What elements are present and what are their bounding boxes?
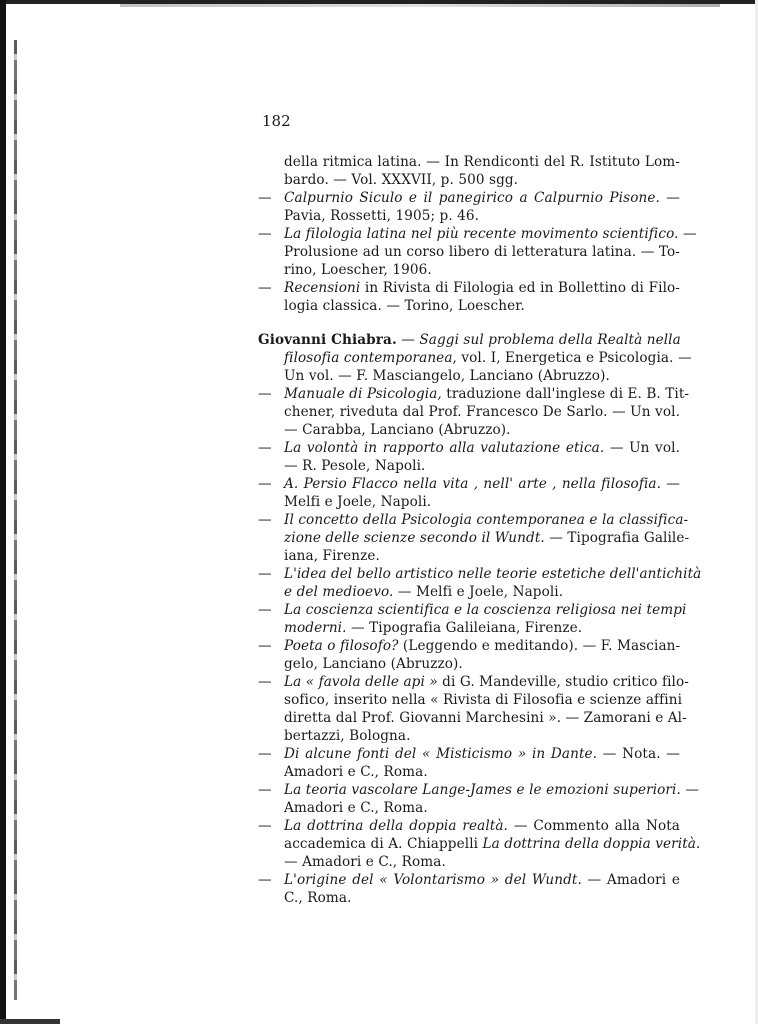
text-line	[284, 871, 680, 889]
title-italic: La dottrina della doppia realtà.	[284, 818, 508, 834]
title-italic: L'origine del « Volontarismo » del Wundt.	[284, 872, 582, 888]
text-segment: traduzione dall'inglese di E. B. Tit-	[441, 386, 690, 402]
text-line	[284, 403, 680, 421]
author-name: Giovanni Chiabra.	[258, 332, 397, 348]
text-line	[284, 439, 680, 457]
title-italic: moderni.	[284, 620, 347, 636]
text-segment: Pavia, Rossetti, 1905; p. 46.	[284, 208, 480, 224]
text-segment: Melfi e Joele, Napoli.	[284, 494, 432, 510]
title-italic: L'idea del bello artistico nelle teorie estetiche dell'antichità	[284, 566, 702, 582]
entry-dash: —	[258, 674, 272, 690]
entry-dash: —	[258, 476, 272, 492]
text-line	[284, 457, 680, 475]
text-segment: —	[396, 332, 420, 348]
text-segment: di G. Mandeville, studio critico filo-	[437, 674, 689, 690]
entry-dash: —	[258, 602, 272, 618]
text-line	[284, 547, 680, 565]
text-line	[284, 799, 680, 817]
text-line	[284, 153, 680, 171]
text-segment: gelo, Lanciano (Abruzzo).	[284, 656, 463, 672]
text-line	[284, 619, 680, 637]
text-segment: —	[678, 226, 697, 242]
text-segment: — Amadori e C., Roma.	[284, 854, 446, 870]
scan-edge-top-shadow	[120, 4, 720, 7]
title-italic: Il concetto della Psicologia contemporanea e la classifica-	[284, 512, 689, 528]
entry-dash: —	[258, 226, 272, 242]
entry-dash: —	[258, 512, 272, 528]
text-line	[284, 817, 680, 835]
text-line	[284, 189, 680, 207]
text-segment: , vol. I, Energetica e Psicologia. —	[452, 350, 692, 366]
title-italic: zione delle scienze secondo il Wundt.	[284, 530, 545, 546]
text-segment: — Carabba, Lanciano (Abruzzo).	[284, 422, 511, 438]
text-segment: iana, Firenze.	[284, 548, 380, 564]
text-segment: bertazzi, Bologna.	[284, 728, 411, 744]
text-line	[284, 261, 680, 279]
title-italic: filosofia contemporanea	[284, 350, 453, 366]
text-line	[284, 475, 680, 493]
text-line	[284, 511, 689, 529]
title-italic: La « favola delle api »	[284, 674, 438, 690]
text-segment: in Rivista di Filologia ed in Bollettino di Filo-	[360, 280, 680, 296]
entry-dash: —	[258, 190, 272, 206]
title-italic: Saggi sul problema della Realtà nella	[419, 332, 681, 348]
text-line	[284, 889, 680, 907]
text-segment: (Leggendo e meditando). — F. Mascian-	[398, 638, 681, 654]
entry-dash: —	[258, 638, 272, 654]
text-line	[284, 493, 680, 511]
text-segment: logia classica. — Torino, Loescher.	[284, 298, 525, 314]
text-segment: — Melfi e Joele, Napoli.	[393, 584, 564, 600]
entry-dash: —	[258, 818, 272, 834]
text-line	[284, 763, 680, 781]
scan-binding-shadow	[14, 40, 17, 1000]
text-segment: Un vol. — F. Masciangelo, Lanciano (Abruzzo).	[284, 368, 610, 384]
text-line	[284, 583, 680, 601]
title-italic: Di alcune fonti del « Misticismo » in Dante.	[284, 746, 598, 762]
text-line	[284, 655, 680, 673]
text-line	[284, 673, 689, 691]
text-line	[284, 367, 680, 385]
text-line	[284, 171, 680, 189]
text-segment: — Nota. —	[597, 746, 680, 762]
text-segment: — Commento alla Nota	[507, 818, 680, 834]
author-heading-line	[258, 331, 680, 349]
text-segment: accademica di A. Chiappelli	[284, 836, 483, 852]
title-italic: A. Persio Flacco nella vita , nell' arte , nella filosofia.	[284, 476, 662, 492]
text-segment: Amadori e C., Roma.	[284, 764, 428, 780]
entry-dash: —	[258, 386, 272, 402]
text-line	[284, 349, 692, 367]
title-italic: La filologia latina nel più recente movimento scientifico.	[284, 226, 679, 242]
text-line	[284, 781, 700, 799]
entry-dash: —	[258, 782, 272, 798]
scan-edge-bottom	[0, 1019, 60, 1024]
title-italic: Recensioni	[284, 280, 361, 296]
text-segment: C., Roma.	[284, 890, 352, 906]
text-segment: diretta dal Prof. Giovanni Marchesini ». — Zamorani e Al-	[284, 710, 687, 726]
text-segment: della ritmica latina. — In Rendiconti del R. Istituto Lom-	[284, 154, 680, 170]
text-segment: rino, Loescher, 1906.	[284, 262, 432, 278]
text-line	[284, 279, 680, 297]
text-segment: — Un vol.	[604, 440, 680, 456]
text-segment: chener, riveduta dal Prof. Francesco De Sarlo. — Un vol.	[284, 404, 680, 420]
text-segment: Prolusione ad un corso libero di letteratura latina. — To-	[284, 244, 680, 260]
title-italic: e del medioevo.	[284, 584, 394, 600]
text-segment: —	[659, 190, 680, 206]
title-italic: Manuale di Psicologia,	[284, 386, 442, 402]
text-segment: sofico, inserito nella « Rivista di Filosofia e scienze affini	[284, 692, 683, 708]
title-italic: Calpurnio Siculo e il panegirico a Calpurnio Pisone.	[284, 190, 660, 206]
text-line	[284, 421, 680, 439]
text-line	[284, 529, 690, 547]
text-segment: — R. Pesole, Napoli.	[284, 458, 426, 474]
page-number: 182	[262, 112, 291, 130]
text-segment: —	[680, 782, 700, 798]
title-italic: La volontà in rapporto alla valutazione etica.	[284, 440, 605, 456]
title-italic: La teoria vascolare Lange-James e le emozioni superiori.	[284, 782, 681, 798]
title-italic: La coscienza scientifica e la coscienza religiosa nei tempi	[284, 602, 687, 618]
text-line	[284, 637, 680, 655]
text-line	[284, 225, 697, 243]
entry-dash: —	[258, 566, 272, 582]
text-line	[284, 745, 680, 763]
text-line	[284, 207, 680, 225]
text-line	[284, 565, 702, 583]
entry-dash: —	[258, 280, 272, 296]
text-segment: bardo. — Vol. XXXVII, p. 500 sgg.	[284, 172, 519, 188]
scan-edge-left	[0, 0, 6, 1024]
text-line	[284, 297, 680, 315]
text-segment: — Tipografia Galile-	[544, 530, 690, 546]
text-line	[284, 727, 680, 745]
text-line	[284, 601, 687, 619]
text-segment: — Amadori e	[581, 872, 680, 888]
text-line	[284, 853, 680, 871]
entry-dash: —	[258, 746, 272, 762]
text-segment: — Tipografia Galileiana, Firenze.	[346, 620, 583, 636]
title-italic: La dottrina della doppia verità.	[482, 836, 701, 852]
text-segment: —	[661, 476, 680, 492]
text-segment: Amadori e C., Roma.	[284, 800, 428, 816]
text-line	[284, 835, 701, 853]
text-line	[284, 243, 680, 261]
title-italic: Poeta o filosofo?	[284, 638, 399, 654]
entry-dash: —	[258, 440, 272, 456]
text-line	[284, 385, 690, 403]
text-line	[284, 709, 687, 727]
text-line	[284, 691, 683, 709]
entry-dash: —	[258, 872, 272, 888]
